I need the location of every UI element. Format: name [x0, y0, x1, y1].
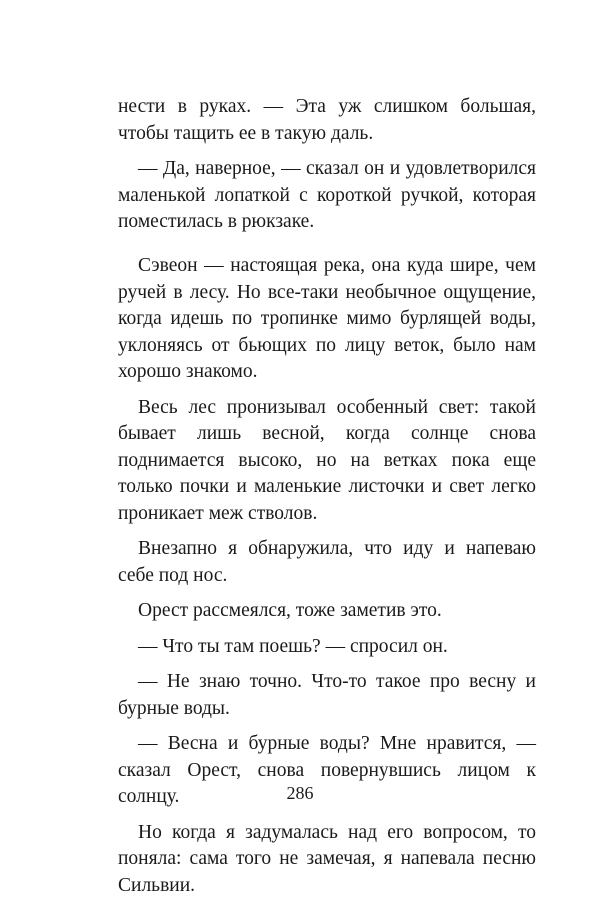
paragraph: Сэвеон — настоящая река, она куда шире, чем ручей в лесу. Но все-таки необычное ощущение, когда идешь по тропинке мимо бурлящей воды, уклоняясь от бьющих по лицу веток, было нам хорошо знакомо. — [118, 255, 536, 382]
page-number: 286 — [286, 783, 314, 803]
paragraph: нести в руках. — Эта уж слишком большая, чтобы тащить ее в такую даль. — [118, 96, 536, 144]
paragraph: Орест рассмеялся, тоже заметив это. — [138, 600, 442, 621]
paragraph: — Весна и бурные воды? Мне нравится, — сказал Орест, снова повернувшись лицом к солнцу. — [118, 733, 536, 807]
paragraph: — Да, наверное, — сказал он и удовлетворился маленькой лопаткой с короткой ручкой, которая поместилась в рюкзаке. — [118, 158, 536, 232]
paragraph: — Что ты там поешь? — спросил он. — [138, 635, 448, 657]
paragraph: Но когда я задумалась над его вопросом, то поняла: сама того не замечая, я напевала песню Сильвии. — [118, 821, 536, 896]
paragraph: Внезапно я обнаружила, что иду и напеваю себе под нос. — [118, 538, 536, 586]
text-section-1 — [118, 94, 536, 236]
paragraph: Весь лес пронизывал особенный свет: такой бывает лишь весной, когда солнце снова поднимается высоко, но на ветках пока еще только почки и маленькие листочки и свет легко проникает меж стволов. — [118, 396, 536, 524]
paragraph: — Не знаю точно. Что-то такое про весну и бурные воды. — [118, 671, 536, 719]
